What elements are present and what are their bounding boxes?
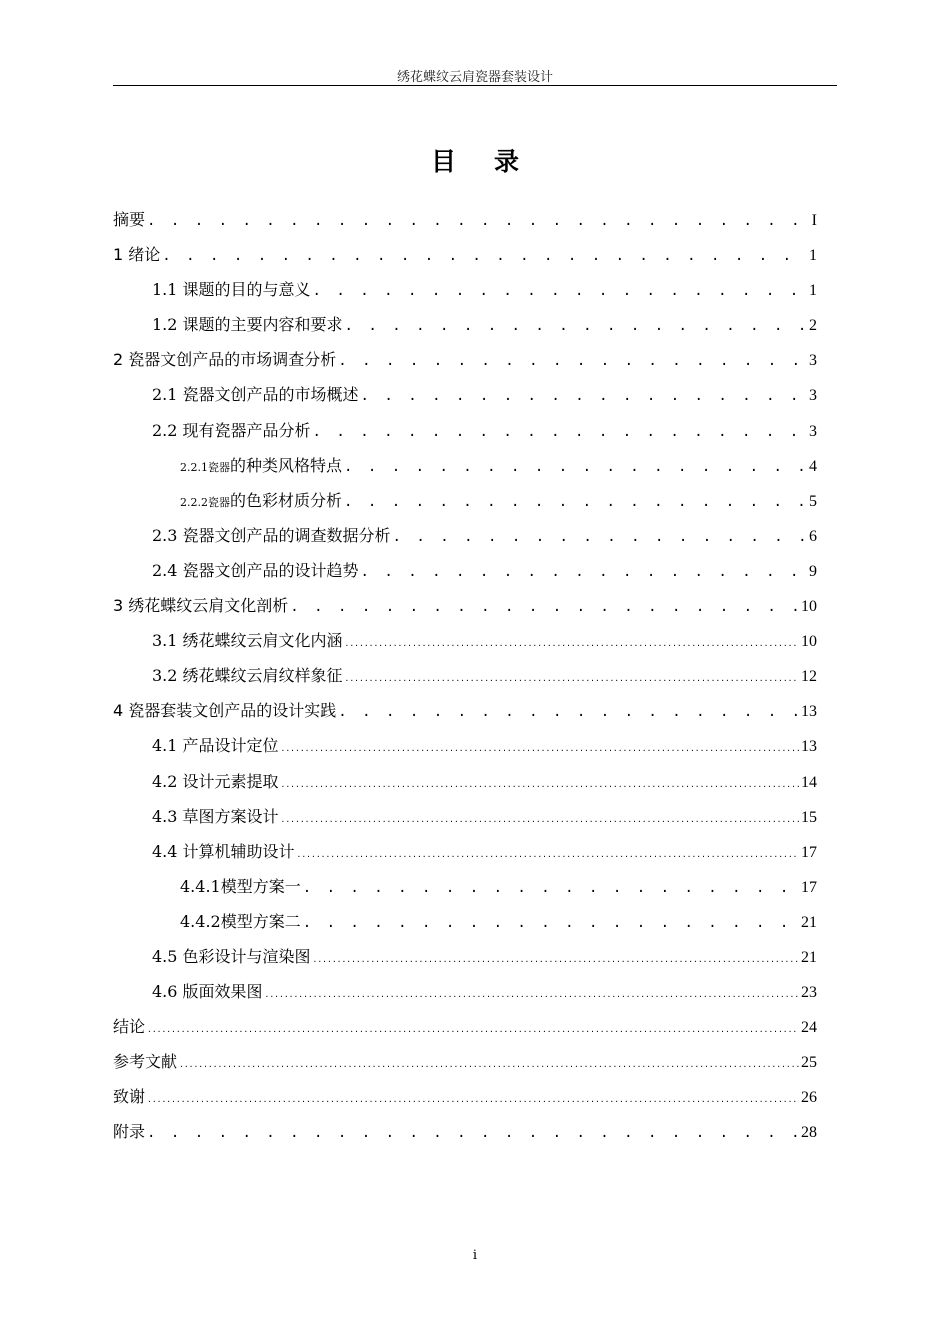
toc-entry-title: 致谢 — [113, 1087, 146, 1107]
dot-leader — [361, 384, 807, 408]
dot-leader — [313, 279, 807, 303]
table-of-contents — [113, 208, 817, 1156]
toc-page-number: 1 — [809, 247, 817, 265]
toc-page-number: 21 — [801, 948, 817, 966]
toc-entry-title: 3.2 绣花蝶纹云肩纹样象征 — [152, 666, 343, 686]
page-title: 目录 — [430, 147, 557, 176]
toc-entry[interactable] — [113, 313, 817, 348]
toc-entry-title: 2.1 瓷器文创产品的市场概述 — [152, 385, 359, 405]
toc-entry[interactable] — [113, 243, 817, 278]
toc-entry-prefix: 2.2.1瓷器 — [180, 460, 230, 474]
toc-entry-title: 2.3 瓷器文创产品的调查数据分析 — [152, 525, 391, 545]
dot-leader — [338, 349, 807, 373]
dot-leader — [147, 1121, 799, 1145]
toc-page-number: 3 — [809, 352, 817, 370]
toc-page-number: 24 — [801, 1019, 817, 1037]
toc-entry-title: 4.4 计算机辅助设计 — [152, 841, 295, 861]
toc-entry-title: 1.2 课题的主要内容和要求 — [152, 315, 343, 335]
toc-entry-title: 参考文献 — [113, 1052, 178, 1072]
toc-entry-title: 2 瓷器文创产品的市场调查分析 — [113, 350, 337, 370]
toc-entry-title: 4 瓷器套装文创产品的设计实践 — [113, 701, 337, 721]
toc-page-number: 25 — [801, 1054, 817, 1072]
dot-leader — [303, 876, 799, 900]
toc-entry-title: 摘要 — [113, 210, 146, 229]
toc-page-number: 10 — [801, 598, 817, 616]
toc-entry[interactable] — [113, 559, 817, 594]
page-number: i — [472, 1248, 478, 1263]
toc-page-number: 5 — [809, 492, 817, 510]
toc-page-number: I — [811, 212, 817, 229]
toc-entry-title: 4.4.2模型方案二 — [180, 911, 301, 931]
toc-page-number: 2 — [809, 317, 817, 335]
toc-entry[interactable] — [113, 524, 817, 559]
dot-leader — [345, 667, 799, 691]
toc-entry-title: 4.6 版面效果图 — [152, 982, 263, 1002]
toc-entry[interactable] — [113, 1050, 817, 1085]
dot-leader — [147, 1018, 799, 1042]
toc-entry-title: 4.4.1模型方案一 — [180, 876, 301, 896]
dot-leader — [345, 314, 807, 338]
dot-leader — [297, 843, 799, 867]
toc-page-number: 12 — [801, 668, 817, 686]
toc-entry-title: 结论 — [113, 1017, 146, 1037]
toc-entry-title: 2.4 瓷器文创产品的设计趋势 — [152, 560, 359, 580]
toc-entry[interactable] — [113, 664, 817, 699]
toc-entry[interactable] — [113, 454, 817, 489]
toc-page-number: 14 — [801, 773, 817, 791]
toc-entry-title: 1.1 课题的目的与意义 — [152, 280, 311, 300]
dot-leader — [281, 737, 799, 761]
dot-leader — [265, 983, 799, 1007]
toc-page-number: 9 — [809, 562, 817, 580]
toc-entry[interactable] — [113, 840, 817, 875]
toc-entry-title: 4.3 草图方案设计 — [152, 806, 279, 826]
toc-page-number: 1 — [809, 282, 817, 300]
toc-entry[interactable] — [113, 629, 817, 664]
toc-entry-text: 的色彩材质分析 — [230, 490, 343, 510]
toc-entry[interactable] — [113, 489, 817, 524]
dot-leader — [290, 595, 799, 619]
toc-entry[interactable] — [113, 699, 817, 734]
toc-entry-title: 1 绪论 — [113, 245, 161, 265]
toc-entry-prefix: 2.2.2瓷器 — [180, 495, 230, 509]
toc-entry-title: 2.2 现有瓷器产品分析 — [152, 420, 311, 440]
dot-leader — [147, 1088, 799, 1112]
dot-leader — [303, 911, 799, 935]
toc-entry[interactable] — [113, 945, 817, 980]
toc-entry-title: 4.1 产品设计定位 — [152, 736, 279, 756]
dot-leader — [361, 560, 807, 584]
toc-entry[interactable] — [113, 278, 817, 313]
dot-leader — [344, 490, 807, 514]
toc-entry-text: 的种类风格特点 — [230, 455, 343, 475]
toc-entry[interactable] — [113, 383, 817, 418]
dot-leader — [338, 700, 799, 724]
dot-leader — [147, 209, 810, 233]
header-rule — [113, 85, 837, 86]
toc-entry[interactable] — [113, 770, 817, 805]
toc-page-number: 28 — [801, 1124, 817, 1142]
dot-leader — [281, 773, 799, 797]
toc-page-number: 21 — [801, 913, 817, 931]
toc-entry[interactable] — [113, 734, 817, 769]
toc-entry-title: 附录 — [113, 1122, 146, 1142]
toc-page-number: 17 — [801, 878, 817, 896]
toc-page-number: 13 — [801, 738, 817, 756]
toc-entry[interactable] — [113, 1120, 817, 1155]
toc-entry[interactable] — [113, 419, 817, 454]
toc-entry-title — [180, 489, 342, 515]
toc-page-number: 3 — [809, 387, 817, 405]
toc-entry-title: 3.1 绣花蝶纹云肩文化内涵 — [152, 631, 343, 651]
toc-page-number: 6 — [809, 527, 817, 545]
toc-entry-title: 4.5 色彩设计与渲染图 — [152, 946, 311, 966]
toc-entry[interactable] — [113, 348, 817, 383]
toc-page-number: 26 — [801, 1089, 817, 1107]
dot-leader — [281, 808, 799, 832]
dot-leader — [344, 455, 807, 479]
toc-entry[interactable] — [113, 208, 817, 243]
dot-leader — [162, 244, 807, 268]
toc-page-number: 17 — [801, 843, 817, 861]
dot-leader — [393, 525, 807, 549]
toc-page-number: 15 — [801, 808, 817, 826]
toc-entry[interactable] — [113, 980, 817, 1015]
toc-page-number: 23 — [801, 984, 817, 1002]
toc-entry[interactable] — [113, 1015, 817, 1050]
toc-page-number: 3 — [809, 422, 817, 440]
running-header: 绣花蝶纹云肩瓷器套装设计 — [396, 70, 553, 85]
toc-entry[interactable] — [113, 594, 817, 629]
toc-page-number: 4 — [809, 457, 817, 475]
toc-entry[interactable] — [113, 805, 817, 840]
dot-leader — [345, 632, 799, 656]
toc-page-number: 13 — [801, 703, 817, 721]
toc-entry[interactable] — [113, 875, 817, 910]
toc-page-number: 10 — [801, 633, 817, 651]
dot-leader — [313, 420, 807, 444]
toc-entry-title: 4.2 设计元素提取 — [152, 771, 279, 791]
toc-entry-title — [180, 454, 342, 480]
dot-leader — [179, 1053, 799, 1077]
toc-entry[interactable] — [113, 910, 817, 945]
toc-entry-title: 3 绣花蝶纹云肩文化剖析 — [113, 596, 289, 616]
toc-entry[interactable] — [113, 1085, 817, 1120]
dot-leader — [313, 948, 799, 972]
